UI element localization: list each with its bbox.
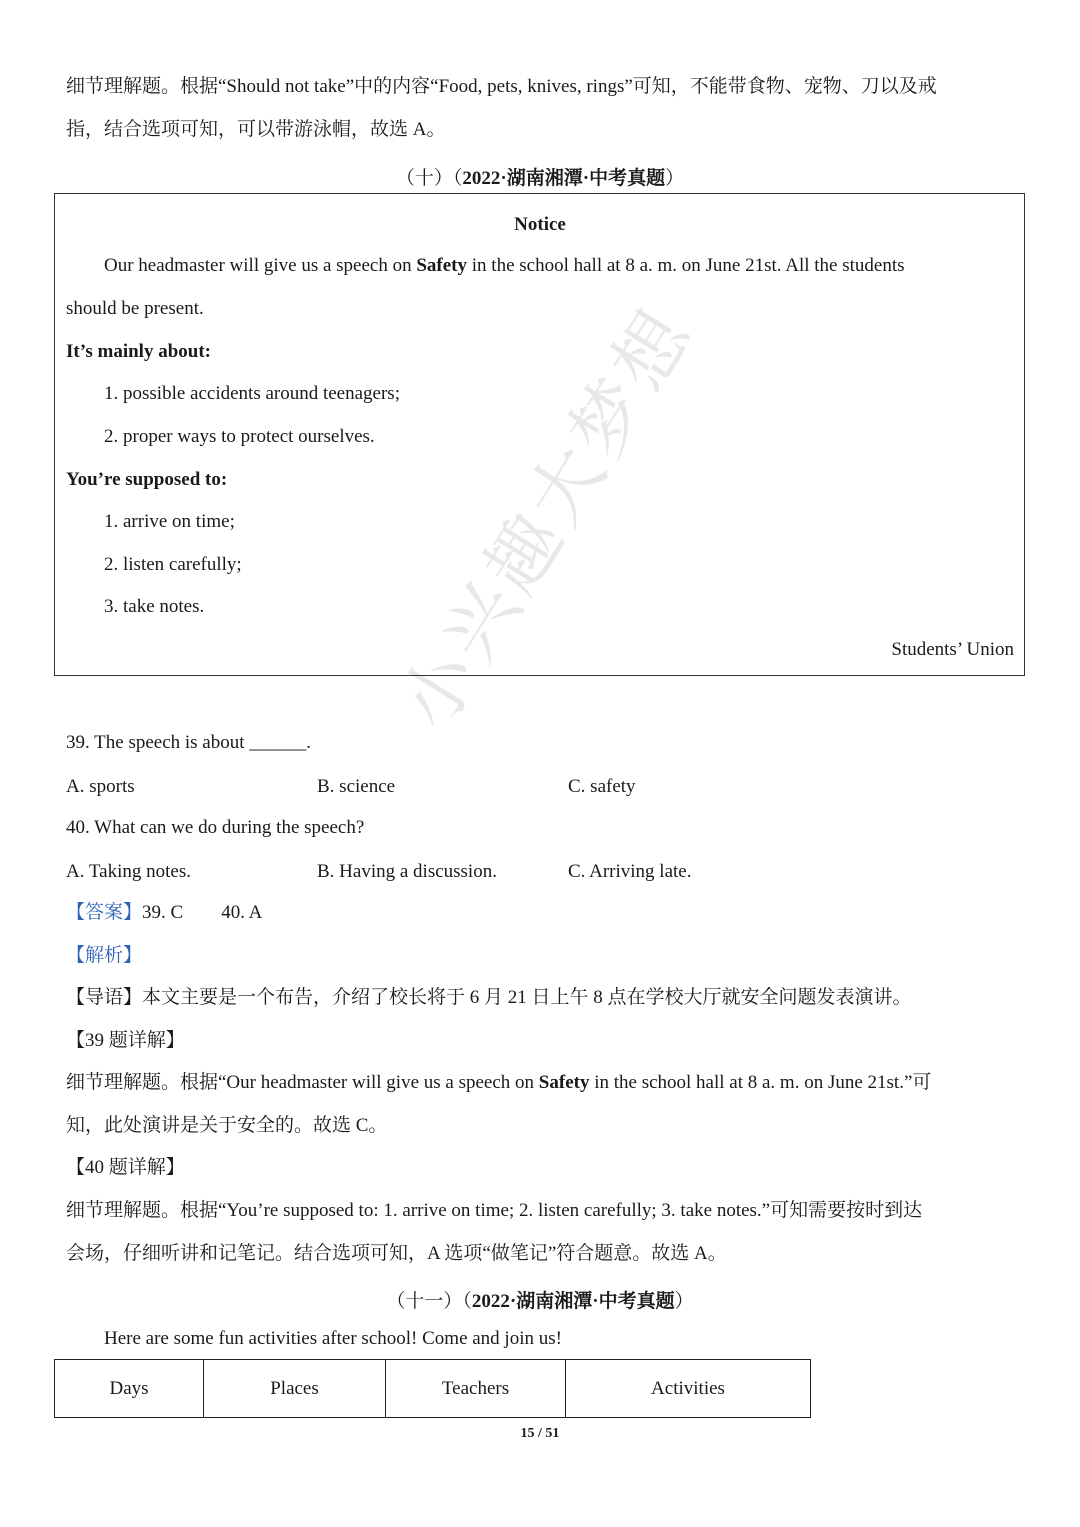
notice-about-item: 1. possible accidents around teenagers; [104, 383, 400, 404]
notice-p1-post: in the school hall at 8 a. m. on June 21st. All the students [467, 255, 905, 276]
q40-option-a: A. Taking notes. [66, 861, 191, 882]
section-11-source: 2022·湖南湘潭·中考真题 [471, 1291, 675, 1312]
notice-p1-pre: Our headmaster will give us a speech on [104, 255, 417, 276]
intro-text: 【导语】本文主要是一个布告，介绍了校长将于 6 月 21 日上午 8 点在学校大厅就安全问题发表演讲。 [66, 987, 912, 1008]
q40-detail-line1: 细节理解题。根据“You’re supposed to: 1. arrive on time; 2. listen carefully; 3. take notes.”可知需要按时到达 [66, 1200, 923, 1221]
table-header-activities: Activities [566, 1360, 811, 1418]
q39-option-b: B. science [317, 776, 396, 797]
question-39-stem: 39. The speech is about ______. [66, 732, 312, 753]
notice-supposed-item: 3. take notes. [104, 596, 205, 617]
section-10-heading [0, 163, 1080, 190]
question-40-stem: 40. What can we do during the speech? [66, 817, 365, 838]
watermark: 小兴趣大梦想 [383, 291, 711, 745]
q39-detail-post: in the school hall at 8 a. m. on June 21st.”可 [589, 1072, 932, 1093]
q39-detail-bold: Safety [538, 1072, 590, 1093]
analysis-label: 【解析】 [66, 945, 143, 966]
section-11-suffix: ） [674, 1291, 694, 1312]
page-number: 15 / 51 [520, 1426, 560, 1441]
q40-option-c: C. Arriving late. [568, 861, 692, 882]
q39-detail-heading: 【39 题详解】 [66, 1030, 185, 1051]
section-10-source: 2022·湖南湘潭·中考真题 [462, 168, 666, 189]
answer-text: 39. C 40. A [142, 902, 263, 923]
section-11-heading [0, 1286, 1080, 1313]
table-header-row [55, 1360, 811, 1418]
table-header-days: Days [55, 1360, 204, 1418]
q39-option-a: A. sports [66, 776, 135, 797]
activities-intro: Here are some fun activities after school! Come and join us! [104, 1328, 562, 1349]
notice-about-item: 2. proper ways to protect ourselves. [104, 426, 375, 447]
top-text-line2: 指，结合选项可知，可以带游泳帽，故选 A。 [66, 119, 446, 140]
notice-about-heading: It’s mainly about: [66, 341, 211, 362]
section-10-prefix: （十）（ [395, 168, 463, 189]
q40-detail-line2: 会场，仔细听讲和记笔记。结合选项可知，A 选项“做笔记”符合题意。故选 A。 [66, 1243, 727, 1264]
top-text-line1: 细节理解题。根据“Should not take”中的内容“Food, pets, knives, rings”可知，不能带食物、宠物、刀以及戒 [66, 76, 937, 97]
q40-detail-heading: 【40 题详解】 [66, 1157, 185, 1178]
q39-detail-line1 [66, 1073, 931, 1092]
notice-paragraph-line1 [104, 256, 905, 275]
q39-option-c: C. safety [568, 776, 636, 797]
notice-supposed-item: 1. arrive on time; [104, 511, 235, 532]
notice-supposed-item: 2. listen carefully; [104, 554, 242, 575]
notice-p1-bold: Safety [416, 255, 468, 276]
q40-option-b: B. Having a discussion. [317, 861, 497, 882]
notice-paragraph-line2: should be present. [66, 298, 204, 319]
answer-label: 【答案】 [66, 902, 143, 923]
table-header-places: Places [204, 1360, 386, 1418]
notice-signature: Students’ Union [891, 639, 1014, 660]
activities-table [54, 1359, 811, 1418]
section-10-suffix: ） [665, 168, 685, 189]
answer-line [66, 903, 262, 922]
q39-detail-line2: 知，此处演讲是关于安全的。故选 C。 [66, 1115, 388, 1136]
notice-supposed-heading: You’re supposed to: [66, 469, 228, 490]
section-11-prefix: （十一）（ [386, 1291, 472, 1312]
table-header-teachers: Teachers [386, 1360, 566, 1418]
q39-detail-pre: 细节理解题。根据“Our headmaster will give us a speech on [66, 1072, 539, 1093]
notice-title: Notice [514, 214, 566, 235]
